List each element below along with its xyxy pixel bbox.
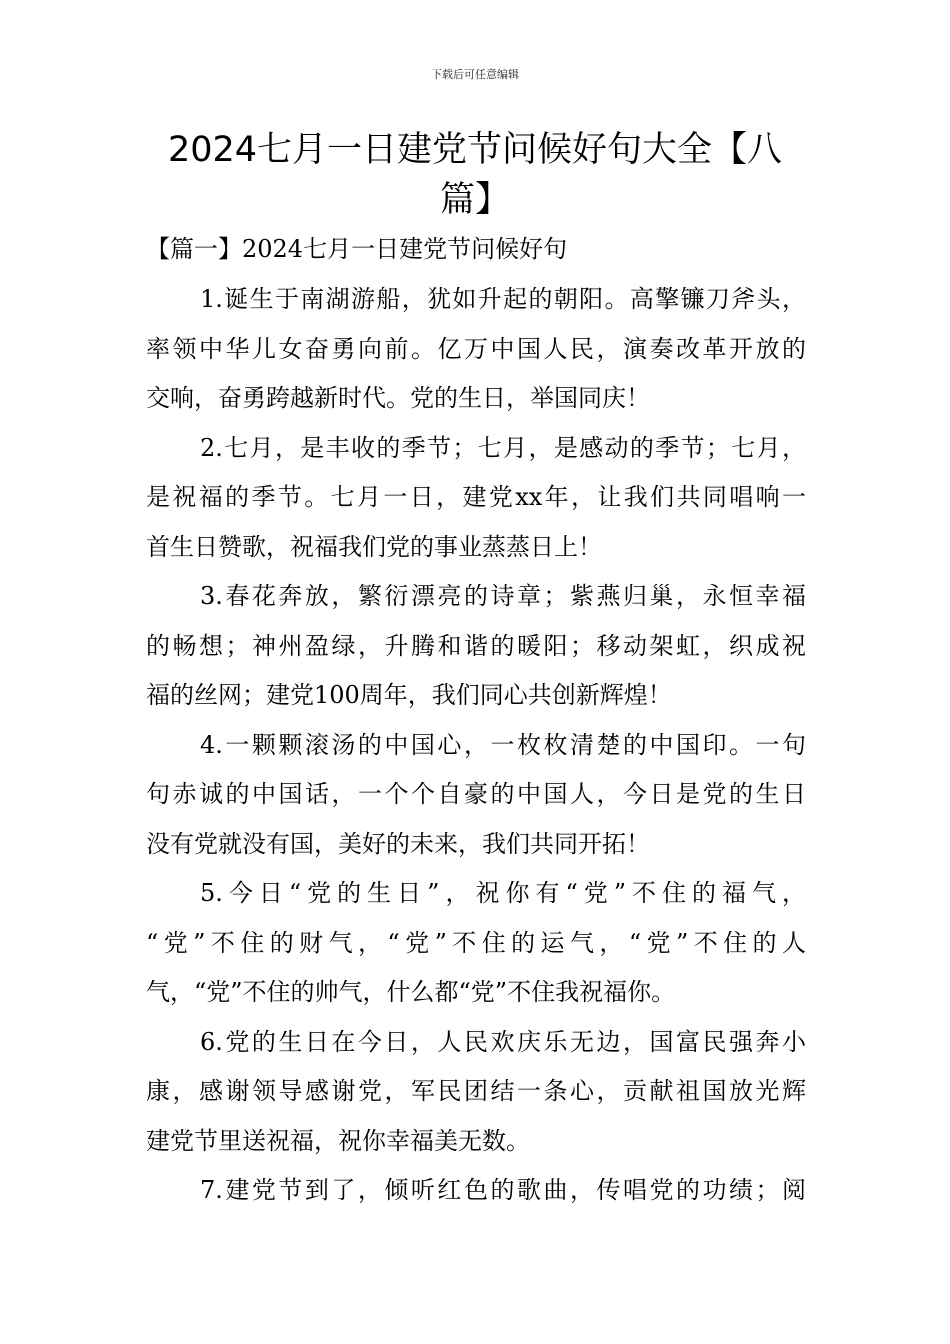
paragraph-1 [146,282,806,431]
paragraph-5 [146,876,806,1025]
paragraph-line: 5.今日“党的生日”，祝你有“党”不住的福气， [200,879,806,907]
paragraph-line: 1.诞生于南湖游船，犹如升起的朝阳。高擎镰刀斧头， [200,285,806,313]
document-title [140,125,810,225]
paragraph-4 [146,728,806,877]
paragraph-2 [146,431,806,580]
paragraph-line: 康，感谢领导感谢党，军民团结一条心，贡献祖国放光辉 [146,1077,806,1105]
paragraph-line: 句赤诚的中国话，一个个自豪的中国人，今日是党的生日 [146,780,806,808]
paragraph-line: “党”不住的财气，“党”不住的运气，“党”不住的人 [146,928,806,957]
paragraph-line: 没有党就没有国，美好的未来，我们共同开拓！ [146,829,650,858]
section-heading: 【篇一】2024七月一日建党节问候好句 [146,235,568,263]
paragraph-7 [146,1173,806,1223]
paragraph-line: 2.七月，是丰收的季节；七月，是感动的季节；七月， [200,433,806,462]
paragraph-line: 6.党的生日在今日，人民欢庆乐无边，国富民强奔小 [200,1027,806,1056]
paragraph-line: 7.建党节到了，倾听红色的歌曲，传唱党的功绩；阅 [200,1176,806,1204]
paragraph-6 [146,1025,806,1174]
paragraph-line: 福的丝网；建党100周年，我们同心共创新辉煌！ [146,681,672,709]
paragraph-line: 是祝福的季节。七月一日，建党xx年，让我们共同唱响一 [146,483,806,511]
paragraph-line: 4.一颗颗滚汤的中国心，一枚枚清楚的中国印。一句 [200,730,806,759]
paragraph-line: 首生日赞歌，祝福我们党的事业蒸蒸日上！ [146,532,602,561]
header-note: 下载后可任意编辑 [431,68,519,81]
paragraph-3 [146,579,806,728]
paragraph-line: 交响，奋勇跨越新时代。党的生日，举国同庆！ [146,384,650,412]
paragraph-line: 建党节里送祝福，祝你幸福美无数。 [146,1126,530,1155]
paragraph-line: 的畅想；神州盈绿，升腾和谐的暖阳；移动架虹，织成祝 [146,631,806,660]
body-text [146,282,806,1223]
title-line-2: 篇】 [439,180,510,220]
paragraph-line: 3.春花奔放，繁衍漂亮的诗章；紫燕归巢，永恒幸福 [200,582,806,610]
title-line-1: 2024七月一日建党节问候好句大全【八 [167,130,783,170]
paragraph-line: 气，“党”不住的帅气，什么都“党”不住我祝福你。 [146,978,676,1006]
paragraph-line: 率领中华儿女奋勇向前。亿万中国人民，演奏改革开放的 [146,334,806,363]
